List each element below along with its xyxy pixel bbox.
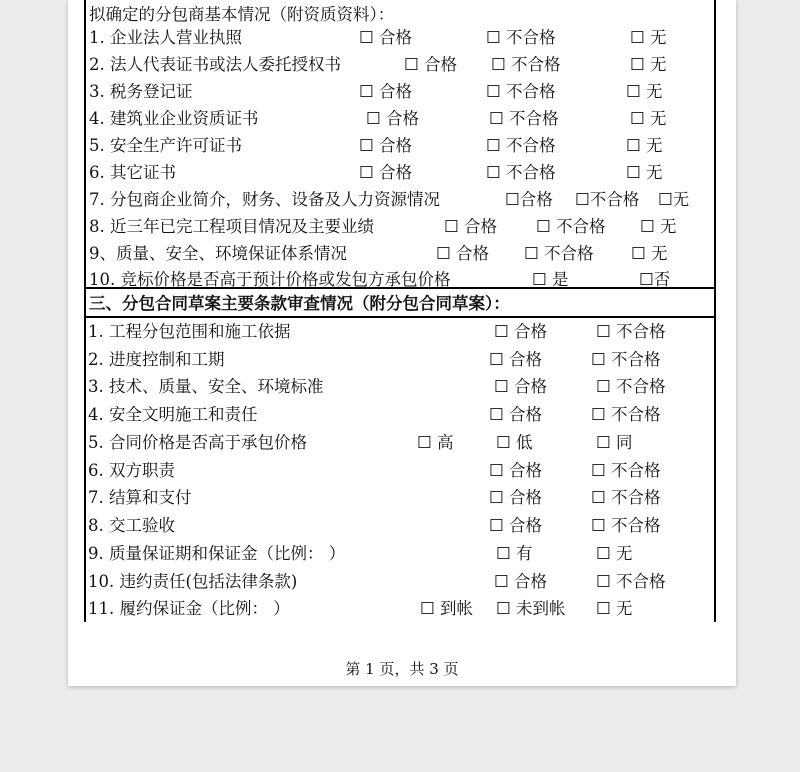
item-label: 6. 双方职责 — [88, 461, 175, 480]
option-qualified[interactable]: ☐ 合格 — [359, 136, 413, 155]
option-unqualified[interactable]: ☐ 不合格 — [486, 28, 556, 47]
option-unqualified[interactable]: ☐ 不合格 — [486, 136, 556, 155]
item-label: 6. 其它证书 — [89, 163, 176, 182]
option-none[interactable]: ☐ 无 — [626, 163, 663, 182]
item-label: 2. 进度控制和工期 — [88, 350, 225, 369]
option-none[interactable]: ☐ 无 — [640, 217, 677, 236]
option-unqualified[interactable]: ☐ 不合格 — [486, 82, 556, 101]
option-qualified[interactable]: ☐ 合格 — [489, 350, 543, 369]
document-page — [68, 0, 736, 686]
item-label: 7. 结算和支付 — [88, 488, 192, 507]
option-qualified[interactable]: ☐ 合格 — [494, 322, 548, 341]
option-qualified[interactable]: ☐ 合格 — [359, 28, 413, 47]
option-qualified[interactable]: ☐ 合格 — [359, 82, 413, 101]
option-none[interactable]: ☐ 无 — [630, 28, 667, 47]
option-qualified[interactable]: ☐ 合格 — [494, 377, 548, 396]
option-qualified[interactable]: ☐ 合格 — [494, 572, 548, 591]
item-label: 1. 工程分包范围和施工依据 — [88, 322, 291, 341]
option-same[interactable]: ☐ 同 — [596, 433, 633, 452]
option-qualified[interactable]: ☐ 合格 — [404, 55, 458, 74]
option-unqualified[interactable]: ☐不合格 — [575, 190, 640, 209]
option-received[interactable]: ☐ 到帐 — [420, 599, 474, 618]
option-qualified[interactable]: ☐ 合格 — [359, 163, 413, 182]
option-qualified[interactable]: ☐ 合格 — [489, 488, 543, 507]
option-qualified[interactable]: ☐ 合格 — [489, 405, 543, 424]
option-no[interactable]: ☐否 — [639, 270, 671, 289]
option-none[interactable]: ☐ 无 — [630, 109, 667, 128]
item-label: 4. 建筑业企业资质证书 — [89, 109, 259, 128]
option-qualified[interactable]: ☐ 合格 — [366, 109, 420, 128]
page-number: 第 1 页，共 3 页 — [345, 660, 459, 678]
item-label: 1. 企业法人营业执照 — [89, 28, 242, 47]
item-label: 10. 违约责任(包括法律条款) — [88, 572, 298, 591]
option-qualified[interactable]: ☐ 合格 — [436, 244, 490, 263]
option-unqualified[interactable]: ☐ 不合格 — [489, 109, 559, 128]
item-label: 9、质量、安全、环境保证体系情况 — [89, 244, 347, 263]
item-label: 5. 安全生产许可证书 — [89, 136, 242, 155]
option-qualified[interactable]: ☐ 合格 — [444, 217, 498, 236]
option-not-received[interactable]: ☐ 未到帐 — [496, 599, 566, 618]
item-label: 9. 质量保证期和保证金（比例： ） — [88, 544, 346, 563]
option-unqualified[interactable]: ☐ 不合格 — [591, 350, 661, 369]
option-qualified[interactable]: ☐ 合格 — [489, 516, 543, 535]
option-yes[interactable]: ☐ 有 — [496, 544, 533, 563]
option-qualified[interactable]: ☐ 合格 — [489, 461, 543, 480]
option-qualified[interactable]: ☐合格 — [505, 190, 553, 209]
option-unqualified[interactable]: ☐ 不合格 — [591, 405, 661, 424]
option-unqualified[interactable]: ☐ 不合格 — [596, 572, 666, 591]
item-label: 4. 安全文明施工和责任 — [88, 405, 258, 424]
item-label: 7. 分包商企业简介，财务、设备及人力资源情况 — [89, 190, 440, 209]
item-label: 2. 法人代表证书或法人委托授权书 — [89, 55, 341, 74]
option-unqualified[interactable]: ☐ 不合格 — [536, 217, 606, 236]
option-unqualified[interactable]: ☐ 不合格 — [591, 488, 661, 507]
option-none[interactable]: ☐ 无 — [596, 599, 633, 618]
option-unqualified[interactable]: ☐ 不合格 — [524, 244, 594, 263]
section-divider — [84, 316, 716, 318]
option-none[interactable]: ☐ 无 — [630, 55, 667, 74]
option-none[interactable]: ☐ 无 — [626, 136, 663, 155]
option-unqualified[interactable]: ☐ 不合格 — [491, 55, 561, 74]
section-heading: 三、分包合同草案主要条款审查情况（附分包合同草案）： — [89, 294, 510, 313]
option-low[interactable]: ☐ 低 — [496, 433, 533, 452]
item-label: 3. 税务登记证 — [89, 82, 193, 101]
option-none[interactable]: ☐ 无 — [596, 544, 633, 563]
section-heading: 拟确定的分包商基本情况（附资质资料）： — [89, 5, 395, 24]
option-high[interactable]: ☐ 高 — [417, 433, 454, 452]
item-label: 3. 技术、质量、安全、环境标准 — [88, 377, 324, 396]
item-label: 5. 合同价格是否高于承包价格 — [88, 433, 307, 452]
item-label: 10. 竞标价格是否高于预计价格或发包方承包价格 — [89, 270, 451, 289]
item-label: 8. 近三年已完工程项目情况及主要业绩 — [89, 217, 374, 236]
option-unqualified[interactable]: ☐ 不合格 — [591, 461, 661, 480]
item-label: 8. 交工验收 — [88, 516, 175, 535]
option-none[interactable]: ☐无 — [658, 190, 690, 209]
option-none[interactable]: ☐ 无 — [631, 244, 668, 263]
option-yes[interactable]: ☐ 是 — [532, 270, 569, 289]
item-label: 11. 履约保证金（比例： ） — [88, 599, 290, 618]
option-unqualified[interactable]: ☐ 不合格 — [596, 377, 666, 396]
option-unqualified[interactable]: ☐ 不合格 — [596, 322, 666, 341]
option-none[interactable]: ☐ 无 — [626, 82, 663, 101]
option-unqualified[interactable]: ☐ 不合格 — [591, 516, 661, 535]
option-unqualified[interactable]: ☐ 不合格 — [486, 163, 556, 182]
